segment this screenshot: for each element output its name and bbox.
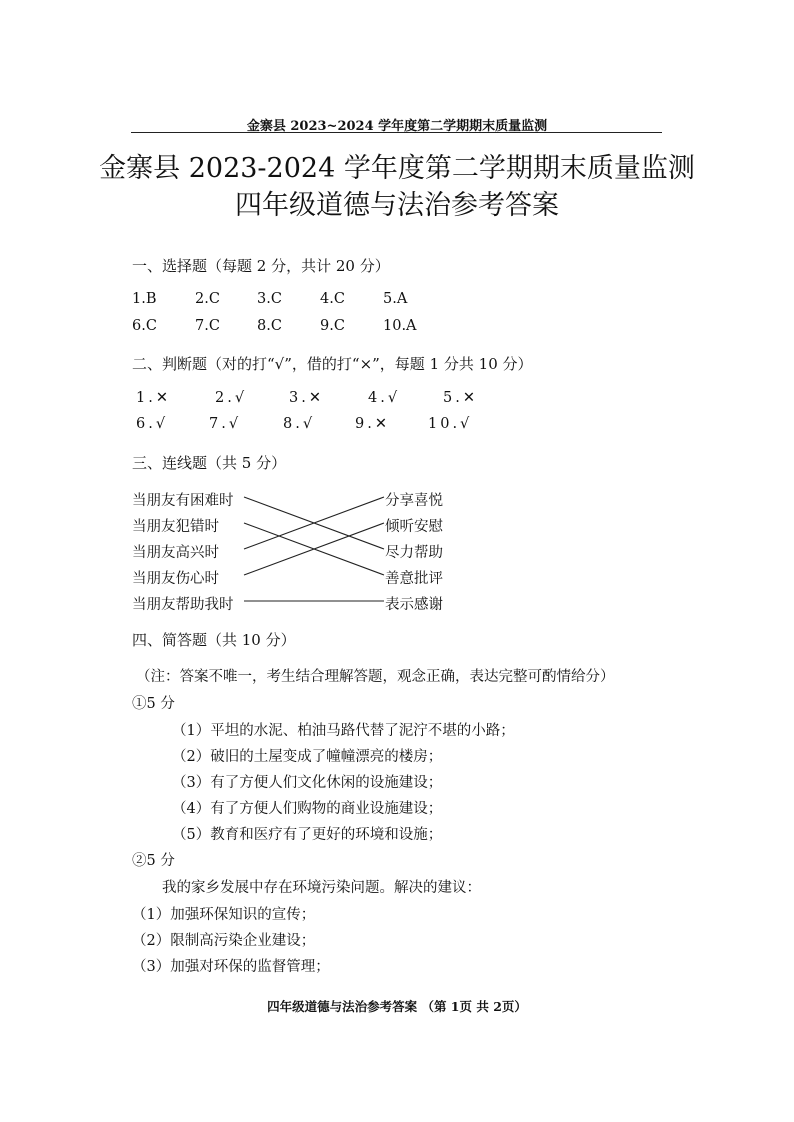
judge-answer: 4.√ xyxy=(368,390,401,406)
matching-right-item: 表示感谢 xyxy=(385,597,443,613)
running-header: 金寨县 2023~2024 学年度第二学期期末质量监测 xyxy=(246,119,548,134)
page-title-line2: 四年级道德与法治参考答案 xyxy=(235,190,559,221)
answer-point: （2）破旧的土屋变成了幢幢漂亮的楼房； xyxy=(172,749,443,765)
matching-left-item: 当朋友犯错时 xyxy=(132,519,219,535)
question2-intro: 我的家乡发展中存在环境污染问题。解决的建议： xyxy=(162,880,481,896)
matching-left-item: 当朋友帮助我时 xyxy=(132,597,234,613)
matching-left-item: 当朋友伤心时 xyxy=(132,571,219,587)
judge-answer: 8.√ xyxy=(283,416,316,432)
answer-point: （2）限制高污染企业建设； xyxy=(132,933,316,949)
answer-point: （3）有了方便人们文化休闲的设施建设； xyxy=(172,775,443,791)
judge-answer: 5.✕ xyxy=(443,390,478,406)
choice-answer: 7.C xyxy=(195,318,220,334)
answer-point: （1）加强环保知识的宣传； xyxy=(132,907,316,923)
judge-answer: 10.√ xyxy=(428,416,473,432)
matching-right-item: 分享喜悦 xyxy=(385,493,443,509)
answer-point: （1）平坦的水泥、柏油马路代替了泥泞不堪的小路； xyxy=(172,723,515,739)
judge-answer: 7.√ xyxy=(209,416,242,432)
choice-answer: 2.C xyxy=(195,291,220,307)
matching-right-item: 倾听安慰 xyxy=(385,519,443,535)
choice-answer: 3.C xyxy=(257,291,282,307)
choice-answer: 4.C xyxy=(320,291,345,307)
choice-answer: 9.C xyxy=(320,318,345,334)
page-title-line1: 金寨县 2023-2024 学年度第二学期期末质量监测 xyxy=(99,153,695,184)
question1-label: ①5 分 xyxy=(132,696,175,712)
section3-heading: 三、连线题（共 5 分） xyxy=(132,454,287,472)
choice-answer: 8.C xyxy=(257,318,282,334)
question2-label: ②5 分 xyxy=(132,853,175,869)
matching-left-item: 当朋友有困难时 xyxy=(132,493,234,509)
choice-answer: 1.B xyxy=(132,291,157,307)
answer-point: （4）有了方便人们购物的商业设施建设； xyxy=(172,801,443,817)
page-footer: 四年级道德与法治参考答案 （第 1页 共 2页） xyxy=(267,999,527,1014)
section4-heading: 四、简答题（共 10 分） xyxy=(132,631,296,649)
choice-answer: 5.A xyxy=(383,291,408,307)
grading-note: （注：答案不唯一，考生结合理解答题，观念正确，表达完整可酌情给分） xyxy=(136,669,615,685)
choice-answer: 6.C xyxy=(132,318,157,334)
judge-answer: 1.✕ xyxy=(136,390,171,406)
judge-answer: 3.✕ xyxy=(289,390,324,406)
section1-heading: 一、选择题（每题 2 分，共计 20 分） xyxy=(132,257,390,275)
judge-answer: 2.√ xyxy=(215,390,248,406)
answer-point: （5）教育和医疗有了更好的环境和设施； xyxy=(172,827,443,843)
answer-point: （3）加强对环保的监督管理； xyxy=(132,959,330,975)
judge-answer: 9.✕ xyxy=(355,416,390,432)
section2-heading: 二、判断题（对的打“√”，借的打“×”，每题 1 分共 10 分） xyxy=(132,355,533,373)
matching-left-item: 当朋友高兴时 xyxy=(132,545,219,561)
judge-answer: 6.√ xyxy=(136,416,169,432)
choice-answer: 10.A xyxy=(383,318,417,334)
matching-right-item: 善意批评 xyxy=(385,571,443,587)
matching-right-item: 尽力帮助 xyxy=(385,545,443,561)
